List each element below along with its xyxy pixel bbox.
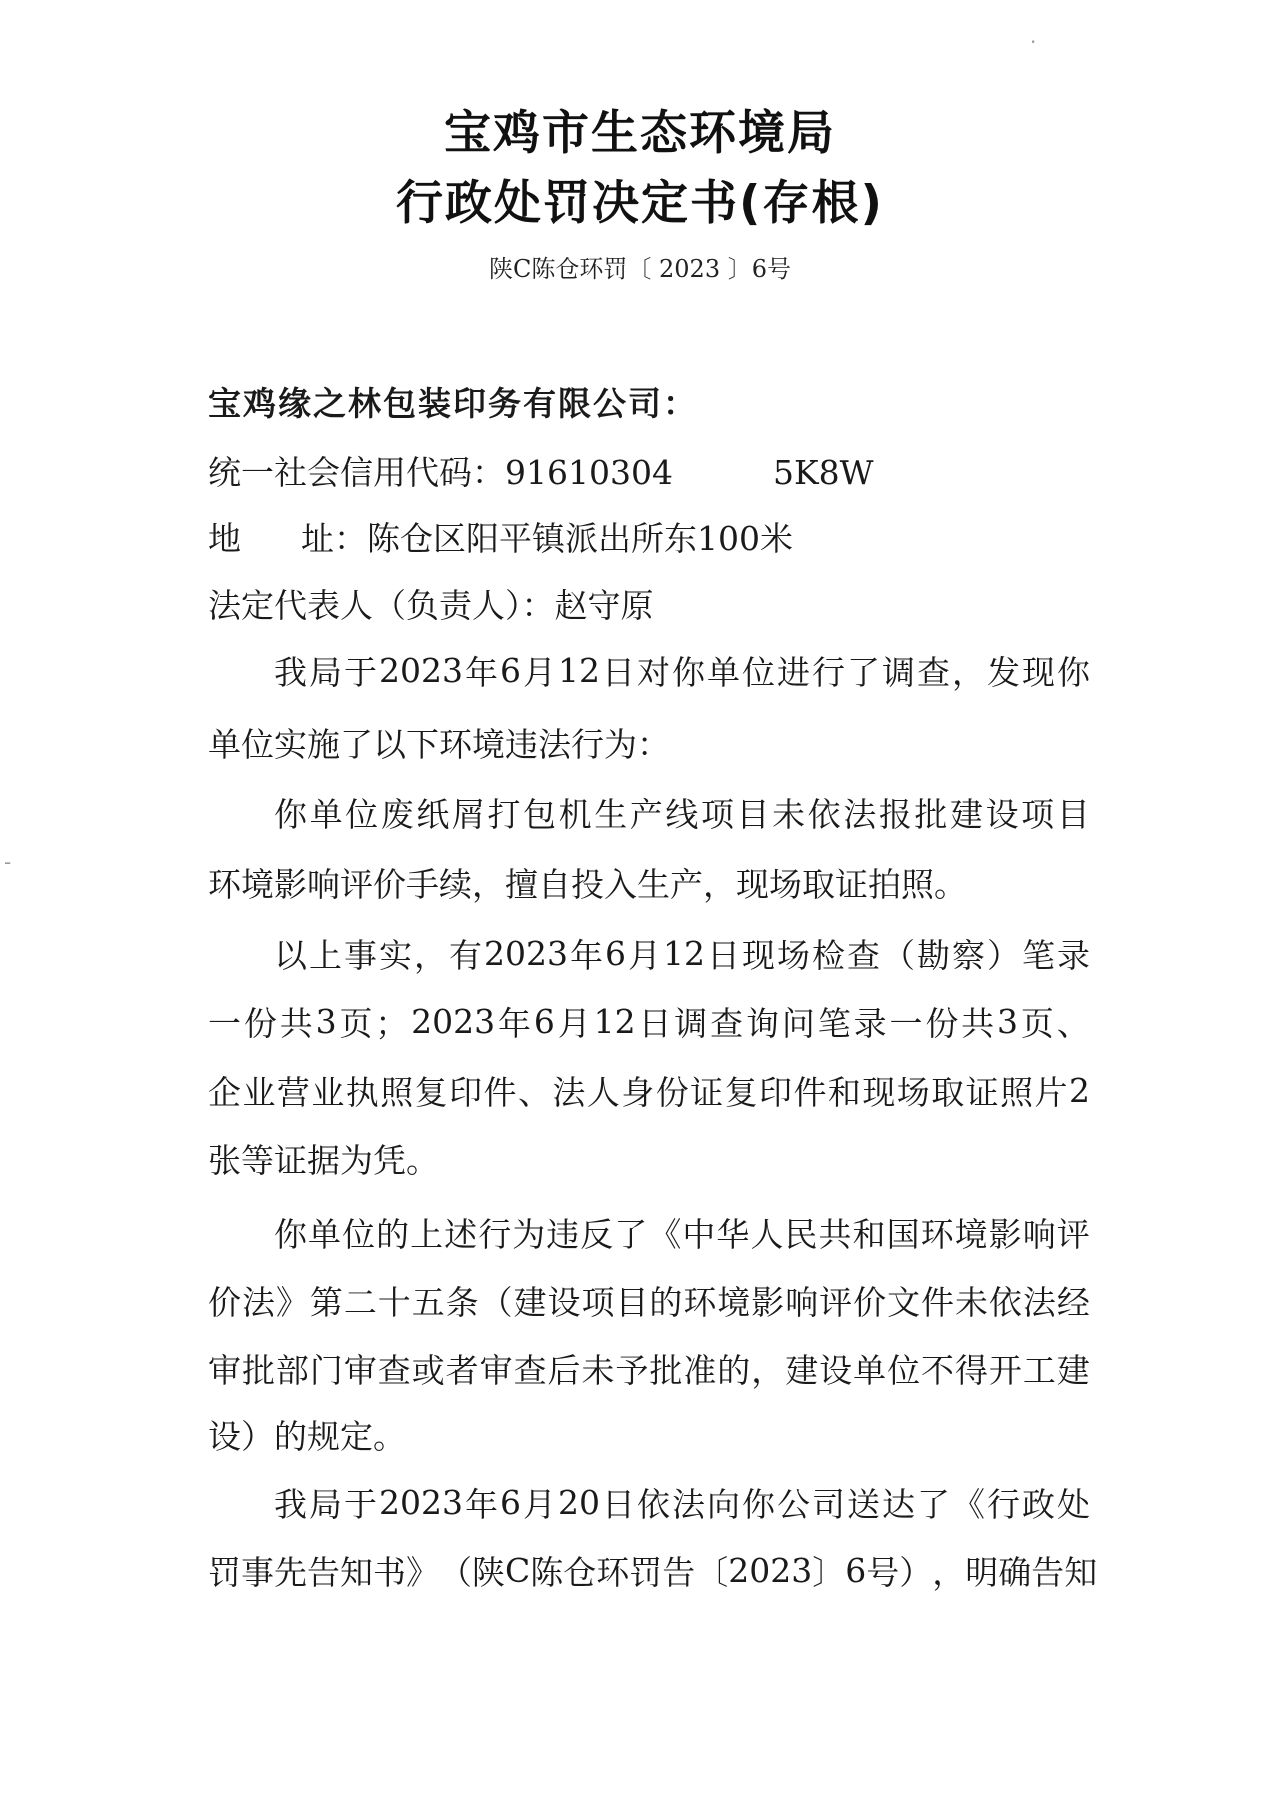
text-token: 你 (671, 652, 705, 692)
text-token: 年 (569, 935, 603, 975)
text-token: 人 (750, 1214, 784, 1254)
text-token: 送 (846, 1484, 880, 1524)
text-token: 或 (411, 1350, 445, 1390)
legal-representative: 法定代表人（负责人）：赵守原 (208, 586, 654, 625)
text-token: 一 (889, 1003, 923, 1043)
text-token: 查 (513, 1350, 547, 1390)
text-token: 批 (241, 1350, 275, 1390)
text-token: ， (951, 652, 985, 692)
text-token: 2023 (411, 1001, 496, 1041)
text-token: 评 (819, 1282, 853, 1322)
text-token: 目 (615, 1282, 649, 1322)
text-token: 知 (1064, 1552, 1098, 1592)
text-token: 先 (274, 1552, 307, 1592)
text-token: 月 (522, 1484, 556, 1524)
text-token: 告 (1031, 1552, 1065, 1592)
text-token: 身 (621, 1072, 655, 1112)
text-token: 证 (690, 1072, 724, 1112)
text-token: 政 (1021, 1484, 1055, 1524)
text-token: 日 (706, 935, 740, 975)
text-token: 境 (717, 1282, 751, 1322)
text-token: 页 (339, 1003, 373, 1043)
text-token: 者 (445, 1350, 479, 1390)
text-token: 单 (308, 1214, 342, 1254)
text-token: 20 (557, 1482, 600, 1522)
text-token: 未 (772, 794, 806, 834)
text-token: 执 (345, 1072, 379, 1112)
paragraph-3-line-2 (208, 1001, 1090, 1041)
text-token: 行 (986, 1484, 1020, 1524)
text-token: 年 (464, 1484, 498, 1524)
scan-speck: - (4, 850, 12, 874)
text-token: 行 (478, 1214, 512, 1254)
paragraph-3-line-1 (274, 933, 1090, 973)
text-token: 审 (479, 1350, 513, 1390)
text-token: 评 (1056, 1214, 1090, 1254)
text-token: 法 (1022, 1282, 1056, 1322)
text-token: 予 (615, 1350, 649, 1390)
text-token: 批 (914, 794, 948, 834)
text-token: 废 (380, 794, 414, 834)
text-token: ； (375, 1003, 409, 1043)
text-token: 印 (449, 1072, 483, 1112)
text-token: ） (899, 1552, 933, 1592)
text-token: 了 (614, 1214, 648, 1254)
text-token: 2023 (728, 1550, 813, 1590)
text-token: 片 (1034, 1072, 1068, 1112)
text-token: 位 (342, 1214, 376, 1254)
text-token: 〔 (695, 1552, 729, 1592)
text-token: 仓 (563, 1552, 597, 1592)
text-token: 中 (682, 1214, 716, 1254)
text-token: 单 (309, 794, 343, 834)
text-token: 后 (547, 1350, 581, 1390)
text-token: 项 (1021, 794, 1055, 834)
text-token: 业 (311, 1072, 345, 1112)
text-token: 陕 (472, 1552, 505, 1592)
text-token: 12 (557, 650, 600, 690)
text-token: （ (439, 1552, 472, 1592)
text-token: ， (751, 1350, 785, 1390)
text-token: 法 (552, 1072, 586, 1112)
text-token: 日 (601, 652, 635, 692)
text-token: 12 (662, 933, 705, 973)
text-token: 知 (340, 1552, 373, 1592)
text-token: 目 (1056, 794, 1090, 834)
text-token: 局 (309, 1484, 342, 1524)
text-token: C (505, 1550, 531, 1590)
text-token: 和 (827, 1072, 861, 1112)
text-token: 建 (1056, 1350, 1090, 1390)
text-token: 经 (1056, 1282, 1090, 1322)
text-token: 条 (445, 1282, 479, 1322)
paragraph-4-line-2 (208, 1280, 1090, 1320)
credit-code-prefix: 91610304 (505, 453, 673, 492)
text-token: 笔 (817, 1003, 851, 1043)
paragraph-3-line-4: 张等证据为凭。 (208, 1141, 439, 1180)
text-token: 日 (601, 1484, 635, 1524)
text-token: 场 (776, 935, 810, 975)
text-token: 反 (580, 1214, 614, 1254)
text-token: 报 (878, 794, 912, 834)
text-token: 现 (741, 935, 775, 975)
text-token: 勘 (916, 935, 950, 975)
text-token: 环 (683, 1282, 717, 1322)
paragraph-1-line-1 (274, 650, 1090, 690)
text-token: 我 (274, 652, 307, 692)
address-line (208, 519, 793, 558)
text-token: 印 (759, 1072, 792, 1112)
text-token: 页 (1020, 1003, 1054, 1043)
text-token: 设 (819, 1350, 853, 1390)
text-token: 影 (751, 1282, 785, 1322)
text-token: 复 (414, 1072, 448, 1112)
text-token: 件 (793, 1072, 827, 1112)
text-token: 于 (344, 1484, 377, 1524)
text-token: 国 (886, 1214, 920, 1254)
text-token: 境 (954, 1214, 988, 1254)
text-token: （ (881, 935, 915, 975)
text-token: ， (932, 1552, 966, 1592)
text-token: 6 (499, 1482, 521, 1522)
text-token: 调 (881, 652, 915, 692)
text-token: 》 (406, 1552, 439, 1592)
text-token: 屑 (451, 794, 485, 834)
text-token: 单 (853, 1350, 887, 1390)
text-token: 以 (274, 935, 307, 975)
text-token: 环 (920, 1214, 954, 1254)
text-token: 有 (449, 935, 482, 975)
text-token: 你 (274, 794, 307, 834)
text-token: 向 (706, 1484, 740, 1524)
text-token: 门 (309, 1350, 343, 1390)
text-token: 开 (988, 1350, 1022, 1390)
credit-code-label: 统一社会信用代码： (208, 453, 505, 492)
paragraph-2-line-2: 环境影响评价手续，擅自投入生产，现场取证拍照。 (208, 865, 967, 904)
text-token: 查 (710, 1003, 744, 1043)
text-token: 依 (807, 794, 841, 834)
paragraph-4-line-3 (208, 1348, 1090, 1388)
text-token: 第 (309, 1282, 343, 1322)
text-token: 法 (241, 1282, 275, 1322)
text-token: 不 (921, 1350, 955, 1390)
page-subtitle: 行政处罚决定书(存根) (396, 176, 884, 231)
text-token: 纸 (416, 794, 450, 834)
text-token: 述 (444, 1214, 478, 1254)
text-token: 建 (785, 1350, 819, 1390)
text-token: 共 (961, 1003, 995, 1043)
text-token: 上 (309, 935, 342, 975)
text-token: 行 (811, 652, 845, 692)
text-token: 3 (315, 1001, 337, 1041)
text-token: 明 (965, 1552, 999, 1592)
page-title: 宝鸡市生态环境局 (444, 106, 836, 161)
text-token: 一 (208, 1003, 241, 1043)
text-token: 处 (1056, 1484, 1090, 1524)
text-token: 民 (784, 1214, 818, 1254)
text-token: 十 (377, 1282, 411, 1322)
text-token: 月 (627, 935, 661, 975)
text-token: 设 (547, 1282, 581, 1322)
text-token: 你 (741, 1484, 775, 1524)
text-token: 3 (997, 1001, 1019, 1041)
text-token: 上 (410, 1214, 444, 1254)
text-token: 影 (988, 1214, 1022, 1254)
paragraph-5-line-2 (208, 1550, 1098, 1592)
text-token: 2 (1068, 1070, 1090, 1110)
text-token: 进 (776, 652, 810, 692)
text-token: 《 (648, 1214, 682, 1254)
text-token: 法 (671, 1484, 705, 1524)
text-token: 察 (951, 935, 985, 975)
text-token: 价 (208, 1282, 241, 1322)
text-token: 目 (736, 794, 770, 834)
text-token: 打 (487, 794, 521, 834)
text-token: 《 (951, 1484, 985, 1524)
text-token: 对 (636, 652, 670, 692)
text-token: 复 (724, 1072, 758, 1112)
text-token: ， (414, 935, 447, 975)
text-token: 〕 (812, 1552, 846, 1592)
text-token: 现 (1021, 652, 1055, 692)
text-token: 位 (887, 1350, 921, 1390)
paragraph-3-line-3 (208, 1070, 1090, 1110)
text-token: 2023 (379, 1482, 463, 1522)
text-token: 发 (986, 652, 1020, 692)
text-token: 检 (811, 935, 845, 975)
text-token: 设 (985, 794, 1019, 834)
text-token: 我 (274, 1484, 307, 1524)
text-token: 年 (464, 652, 498, 692)
text-token: 项 (700, 794, 734, 834)
text-token: 价 (853, 1282, 887, 1322)
paragraph-4-line-1 (274, 1212, 1090, 1252)
text-token: 你 (1056, 652, 1090, 692)
text-token: 于 (344, 652, 377, 692)
text-token: 达 (881, 1484, 915, 1524)
text-token: ） (986, 935, 1020, 975)
text-token: 得 (954, 1350, 988, 1390)
text-token: 建 (513, 1282, 547, 1322)
address-label-2: 址： (301, 519, 367, 558)
address-value: 陈仓区阳平镇派出所东100米 (367, 519, 793, 558)
text-token: 线 (665, 794, 699, 834)
text-token: 告 (307, 1552, 340, 1592)
paragraph-1-line-2: 单位实施了以下环境违法行为： (208, 725, 670, 764)
text-token: 单 (706, 652, 740, 692)
text-token: 文 (887, 1282, 921, 1322)
text-token: 录 (853, 1003, 887, 1043)
text-token: 项 (581, 1282, 615, 1322)
text-token: （ (479, 1282, 513, 1322)
text-token: 企 (208, 1072, 241, 1112)
text-token: 份 (243, 1003, 277, 1043)
text-token: 审 (343, 1350, 377, 1390)
text-token: 为 (512, 1214, 546, 1254)
text-token: 局 (309, 652, 342, 692)
text-token: 6 (845, 1550, 867, 1590)
text-token: 、 (1056, 1003, 1090, 1043)
text-token: 产 (629, 794, 663, 834)
text-token: 查 (377, 1350, 411, 1390)
text-token: 件 (483, 1072, 517, 1112)
text-token: 位 (741, 652, 775, 692)
text-token: 共 (279, 1003, 313, 1043)
text-token: 号 (866, 1552, 900, 1592)
text-token: 2023 (484, 933, 568, 973)
text-token: 法 (843, 794, 877, 834)
text-token: 问 (781, 1003, 815, 1043)
text-token: 份 (655, 1072, 689, 1112)
text-token: 询 (746, 1003, 780, 1043)
text-token: 包 (523, 794, 557, 834)
text-token: 月 (522, 652, 556, 692)
text-token: 罚 (208, 1552, 241, 1592)
text-token: 你 (274, 1214, 307, 1254)
text-token: 位 (345, 794, 379, 834)
text-token: 照 (1000, 1072, 1034, 1112)
text-token: 环 (596, 1552, 630, 1592)
credit-code-line (208, 453, 874, 492)
text-token: 陈 (530, 1552, 564, 1592)
text-token: 2023 (379, 650, 463, 690)
text-token: 的 (717, 1350, 751, 1390)
text-token: 告 (662, 1552, 696, 1592)
text-token: 查 (916, 652, 950, 692)
text-token: 华 (716, 1214, 750, 1254)
text-token: 共 (818, 1214, 852, 1254)
text-token: 年 (498, 1003, 531, 1043)
text-token: 司 (811, 1484, 845, 1524)
text-token: 实 (379, 935, 412, 975)
text-token: 事 (241, 1552, 274, 1592)
text-token: 照 (380, 1072, 414, 1112)
text-token: 的 (376, 1214, 410, 1254)
text-token: 响 (1022, 1214, 1056, 1254)
text-token: 和 (852, 1214, 886, 1254)
text-token: 违 (546, 1214, 580, 1254)
text-token: 人 (586, 1072, 620, 1112)
text-token: 日 (638, 1003, 672, 1043)
text-token: 生 (594, 794, 628, 834)
text-token: 了 (916, 1484, 950, 1524)
text-token: 依 (636, 1484, 670, 1524)
text-token: 未 (954, 1282, 988, 1322)
text-token: 二 (343, 1282, 377, 1322)
text-token: 批 (649, 1350, 683, 1390)
text-token: 月 (557, 1003, 591, 1043)
text-token: 公 (776, 1484, 810, 1524)
text-token: 》 (275, 1282, 309, 1322)
text-token: 证 (965, 1072, 999, 1112)
text-token: 五 (411, 1282, 445, 1322)
credit-code-suffix: 5K8W (772, 453, 874, 492)
text-token: 了 (846, 652, 880, 692)
text-token: 件 (921, 1282, 955, 1322)
text-token: 份 (925, 1003, 959, 1043)
text-token: 未 (581, 1350, 615, 1390)
text-token: 6 (604, 933, 626, 973)
text-token: 工 (1022, 1350, 1056, 1390)
text-token: 罚 (629, 1552, 663, 1592)
text-token: 审 (208, 1350, 241, 1390)
document-number: 陕C陈仓环罚〔 2023 〕6号 (489, 255, 791, 283)
text-token: 6 (533, 1001, 555, 1041)
text-token: 、 (517, 1072, 551, 1112)
text-token: 部 (275, 1350, 309, 1390)
text-token: 的 (649, 1282, 683, 1322)
text-token: 12 (593, 1001, 636, 1041)
text-token: 查 (846, 935, 880, 975)
paragraph-4-line-4: 设）的规定。 (208, 1417, 406, 1456)
recipient-company: 宝鸡缘之林包装印务有限公司： (208, 384, 698, 423)
text-token: 取 (931, 1072, 965, 1112)
text-token: 准 (683, 1350, 717, 1390)
paragraph-2-line-1 (274, 792, 1090, 832)
text-token: 确 (998, 1552, 1032, 1592)
text-token: 机 (558, 794, 592, 834)
text-token: 6 (499, 650, 521, 690)
paragraph-5-line-1 (274, 1482, 1090, 1522)
address-label-1: 地 (208, 519, 241, 558)
text-token: 书 (373, 1552, 406, 1592)
text-token: 响 (785, 1282, 819, 1322)
text-token: 录 (1056, 935, 1090, 975)
text-token: 依 (988, 1282, 1022, 1322)
text-token: 场 (896, 1072, 930, 1112)
text-token: 建 (949, 794, 983, 834)
text-token: 营 (276, 1072, 310, 1112)
text-token: 现 (862, 1072, 896, 1112)
text-token: 业 (242, 1072, 276, 1112)
text-token: 笔 (1021, 935, 1055, 975)
text-token: 调 (674, 1003, 708, 1043)
text-token: 事 (344, 935, 377, 975)
scan-speck: · (1030, 30, 1037, 54)
